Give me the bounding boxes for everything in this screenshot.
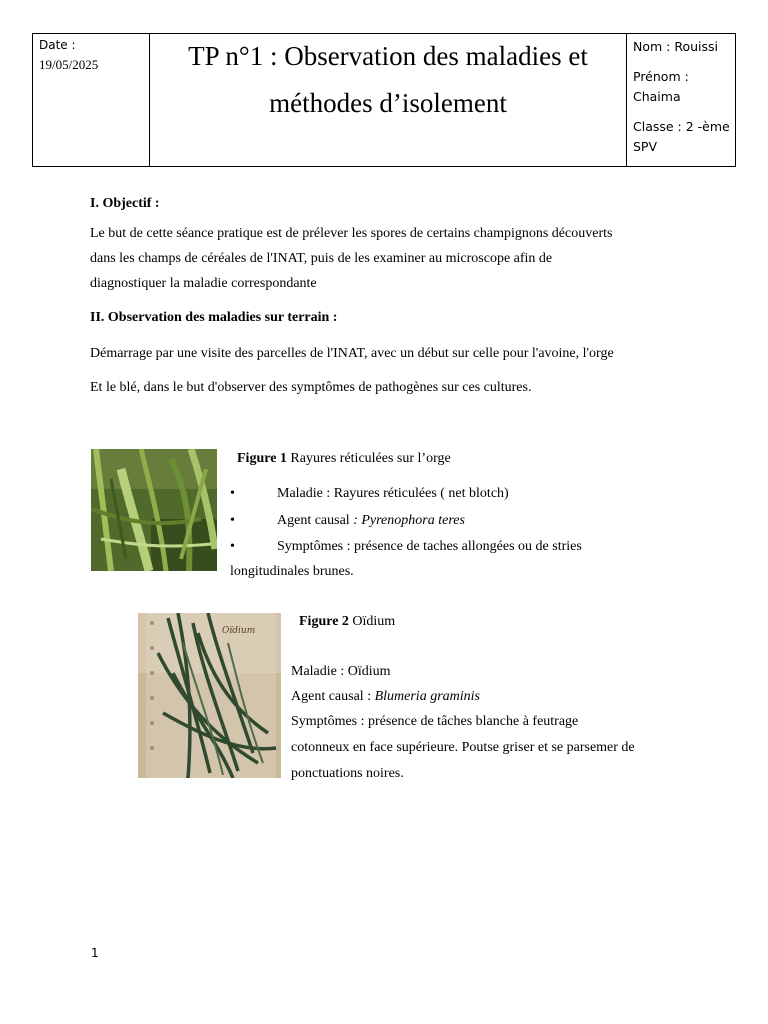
figure-2-maladie: Maladie : Oïdium (291, 664, 391, 679)
figure-1-symptomes-line-2: longitudinales brunes. (230, 564, 354, 579)
bullet-glyph: • (230, 486, 235, 501)
figure-1-agent: Agent causal : Pyrenophora teres (277, 513, 465, 528)
section-1-line-2: dans les champs de céréales de l'INAT, puis de les examiner au microscope afin de (90, 251, 553, 266)
nom-field: Nom : Rouissi (633, 39, 718, 54)
figure-2-symptomes-line-2: cotonneux en face supérieure. Poutse griser et se parsemer de (291, 740, 635, 755)
section-1-line-1: Le but de cette séance pratique est de prélever les spores de certains champignons découverts (90, 226, 613, 241)
bullet-glyph: • (230, 539, 235, 554)
prenom-value: Chaima (633, 89, 681, 104)
date-label: Date : (39, 38, 76, 52)
section-1-line-3: diagnostiquer la maladie correspondante (90, 276, 317, 291)
date-cell (33, 34, 150, 166)
figure-1-caption (237, 451, 451, 467)
figure-1-caption-text: Rayures réticulées sur l’orge (286, 451, 451, 466)
figure-1-photo (91, 449, 217, 571)
figure-2-symptomes-line-1: Symptômes : présence de tâches blanche à feutrage (291, 714, 579, 729)
title-line-1: TP n°1 : Observation des maladies et (188, 41, 588, 71)
page-number: 1 (91, 946, 99, 960)
figure-1-agent-name: : Pyrenophora teres (353, 513, 465, 528)
figure-2-photo (138, 613, 281, 778)
figure-2-caption-text: Oïdium (348, 614, 396, 629)
figure-2-agent: Agent causal : Blumeria graminis (291, 689, 480, 704)
figure-1-caption-label: Figure 1 (237, 451, 287, 466)
prenom-field (633, 67, 735, 107)
header-table (32, 33, 736, 167)
date-value: 19/05/2025 (39, 57, 99, 72)
section-1-heading: I. Objectif : (90, 196, 160, 211)
figure-2-caption (299, 614, 395, 630)
figure-2-caption-label: Figure 2 (299, 614, 349, 629)
prenom-label: Prénom : (633, 69, 689, 84)
bullet-glyph: • (230, 513, 235, 528)
title-cell (150, 34, 627, 166)
figure-2-agent-name: Blumeria graminis (374, 689, 480, 704)
section-2-heading: II. Observation des maladies sur terrain : (90, 310, 338, 325)
figure-1-symptomes-line-1: Symptômes : présence de taches allongées ou de stries (277, 539, 582, 554)
classe-line-2: SPV (633, 139, 658, 154)
figure-2-symptomes-line-3: ponctuations noires. (291, 766, 404, 781)
classe-field (633, 117, 735, 157)
figure-2-label-text: Oïdium (222, 626, 256, 636)
section-1-paragraph (90, 221, 690, 296)
section-2-line-2: Et le blé, dans le but d'observer des symptômes de pathogènes sur ces cultures. (90, 380, 532, 395)
section-2-line-1: Démarrage par une visite des parcelles de l'INAT, avec un début sur celle pour l'avoine, l'orge (90, 346, 614, 361)
title-line-2: méthodes d’isolement (269, 88, 507, 118)
student-info-cell (627, 34, 735, 166)
figure-1-maladie: Maladie : Rayures réticulées ( net blotch) (277, 486, 509, 501)
classe-line-1: Classe : 2 -ème (633, 119, 730, 134)
